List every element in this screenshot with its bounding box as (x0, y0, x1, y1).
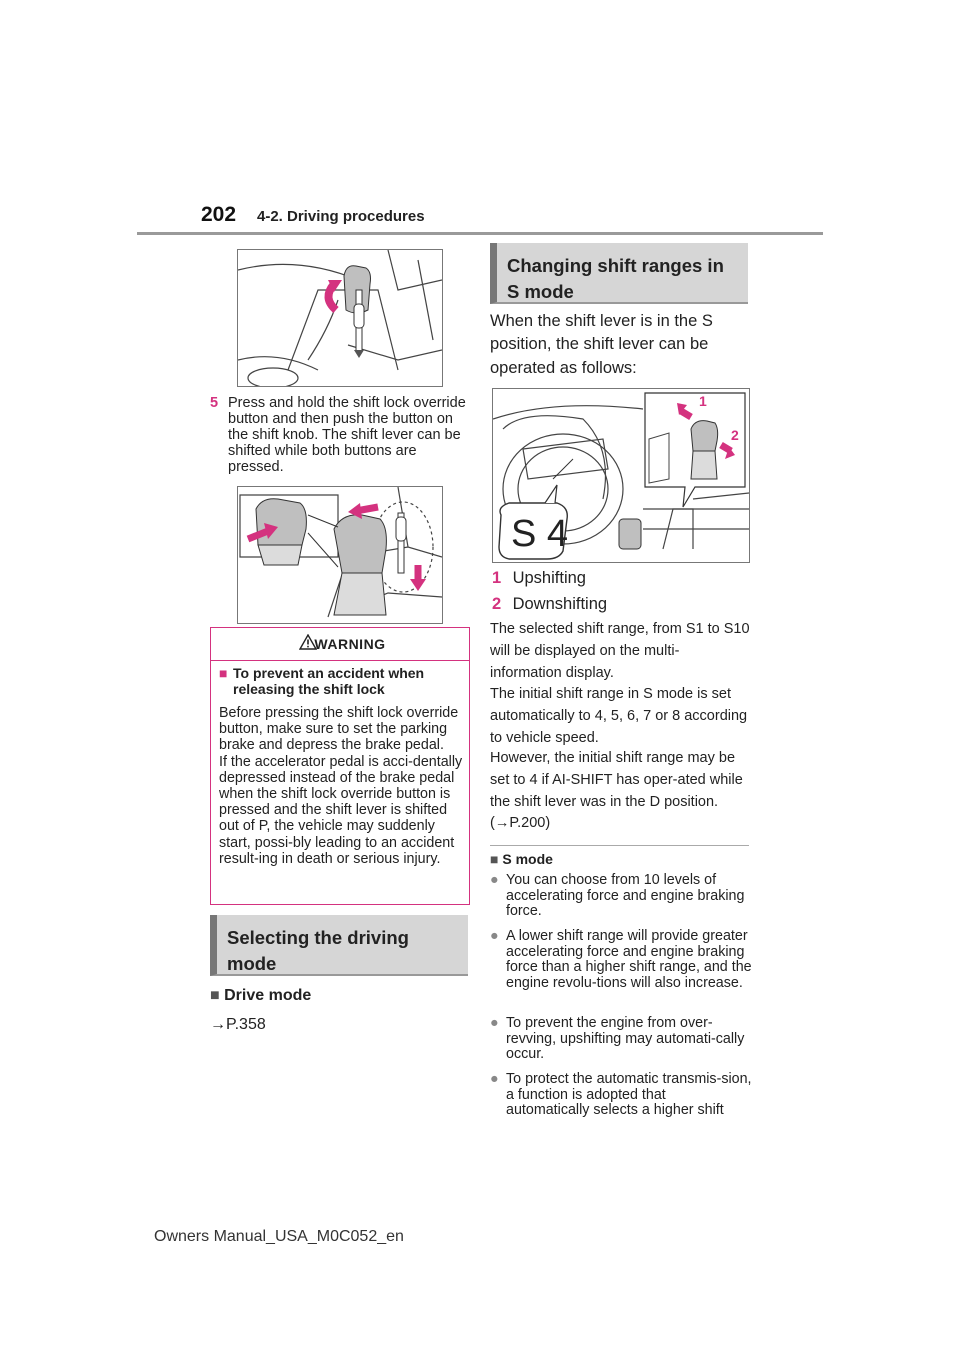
paragraph-initial-range: The initial shift range in S mode is set automatically to 4, 5, 6, 7 or 8 according to vehicle speed. (490, 686, 748, 746)
square-bullet: ■ (219, 665, 228, 681)
bullet-text: To protect the automatic transmis-sion, a function is adopted that automatically selects a higher shift (506, 1071, 752, 1118)
bullet: ● (490, 1015, 499, 1031)
bullet-text: You can choose from 10 levels of accelerating force and engine braking force. (506, 872, 745, 919)
square-bullet: ■ (210, 987, 220, 1004)
s-mode-subheading (490, 851, 553, 867)
item-label: Upshifting (512, 569, 586, 587)
drive-mode-text: Drive mode (224, 987, 312, 1004)
s4-display-text: S 4 (511, 513, 569, 555)
warning-subheading-text: To prevent an accident when releasing the shift lock (233, 665, 425, 697)
warning-header (211, 628, 469, 661)
step-5 (210, 395, 472, 475)
list-item (490, 929, 752, 1009)
selecting-driving-mode-heading (210, 915, 468, 976)
list-item-downshifting (492, 595, 607, 614)
paragraph-shift-range-display: The selected shift range, from S1 to S10 will be displayed on the multi-information display. (490, 621, 750, 681)
bullet-text: To prevent the engine from over-revving, upshifting may automati-cally occur. (506, 1015, 745, 1062)
s-mode-heading-text: S mode (502, 851, 553, 867)
warning-body: Before pressing the shift lock override button, make sure to set the parking brake and depress the brake pedal. If the accelerator pedal is acci-dentally depressed instead of the brake pedal when the shift lock override button is pressed and the shift lever is shifted out of P, the vehicle may suddenly start, possi-bly leading to an accident result-ing in death or serious injury. (219, 705, 463, 867)
item-number: 2 (492, 595, 502, 613)
s-mode-shift-illustration (492, 388, 750, 563)
paragraph-ai-shift: However, the initial shift range may be set to 4 if AI-SHIFT has oper-ated while the shift lever was in the D position. (→P.200) (490, 750, 743, 832)
selecting-heading-text: Selecting the driving mode (227, 927, 409, 974)
list-item (490, 1016, 752, 1064)
changing-shift-ranges-heading (490, 243, 748, 304)
page-number: 202 (201, 203, 237, 226)
item-label: Downshifting (512, 595, 608, 613)
bullet: ● (490, 1071, 499, 1087)
section-title: 4-2. Driving procedures (257, 208, 425, 225)
bullet-text: A lower shift range will provide greater accelerating force and engine braking force than a higher shift range, and the engine revolu-tions will also increase. (506, 928, 752, 991)
changing-heading-text: Changing shift ranges in S mode (507, 255, 724, 302)
shift-knob-button-illustration (237, 486, 443, 624)
bullet: ● (490, 928, 499, 944)
step-text: Press and hold the shift lock override button and then push the button on the shift knob. The shift lever can be shifted while both buttons are pressed. (228, 395, 466, 475)
callout-1: 1 (699, 393, 707, 409)
step-number: 5 (210, 395, 219, 411)
header-rule (137, 232, 823, 235)
divider (490, 845, 749, 846)
bullet: ● (490, 872, 499, 888)
list-item-upshifting (492, 569, 586, 588)
item-number: 1 (492, 569, 502, 587)
shift-lock-override-illustration (237, 249, 443, 387)
callout-2: 2 (731, 427, 739, 443)
list-item (490, 873, 752, 921)
square-bullet: ■ (490, 851, 499, 867)
footer-text: Owners Manual_USA_M0C052_en (154, 1228, 404, 1245)
warning-box (210, 627, 470, 905)
changing-intro: When the shift lever is in the S position, the shift lever can be operated as follows: (490, 312, 713, 377)
drive-mode-subheading (210, 987, 311, 1005)
warning-title: WARNING (314, 636, 386, 652)
page-reference-link[interactable]: →P.358 (210, 1016, 266, 1033)
list-item (490, 1072, 752, 1120)
